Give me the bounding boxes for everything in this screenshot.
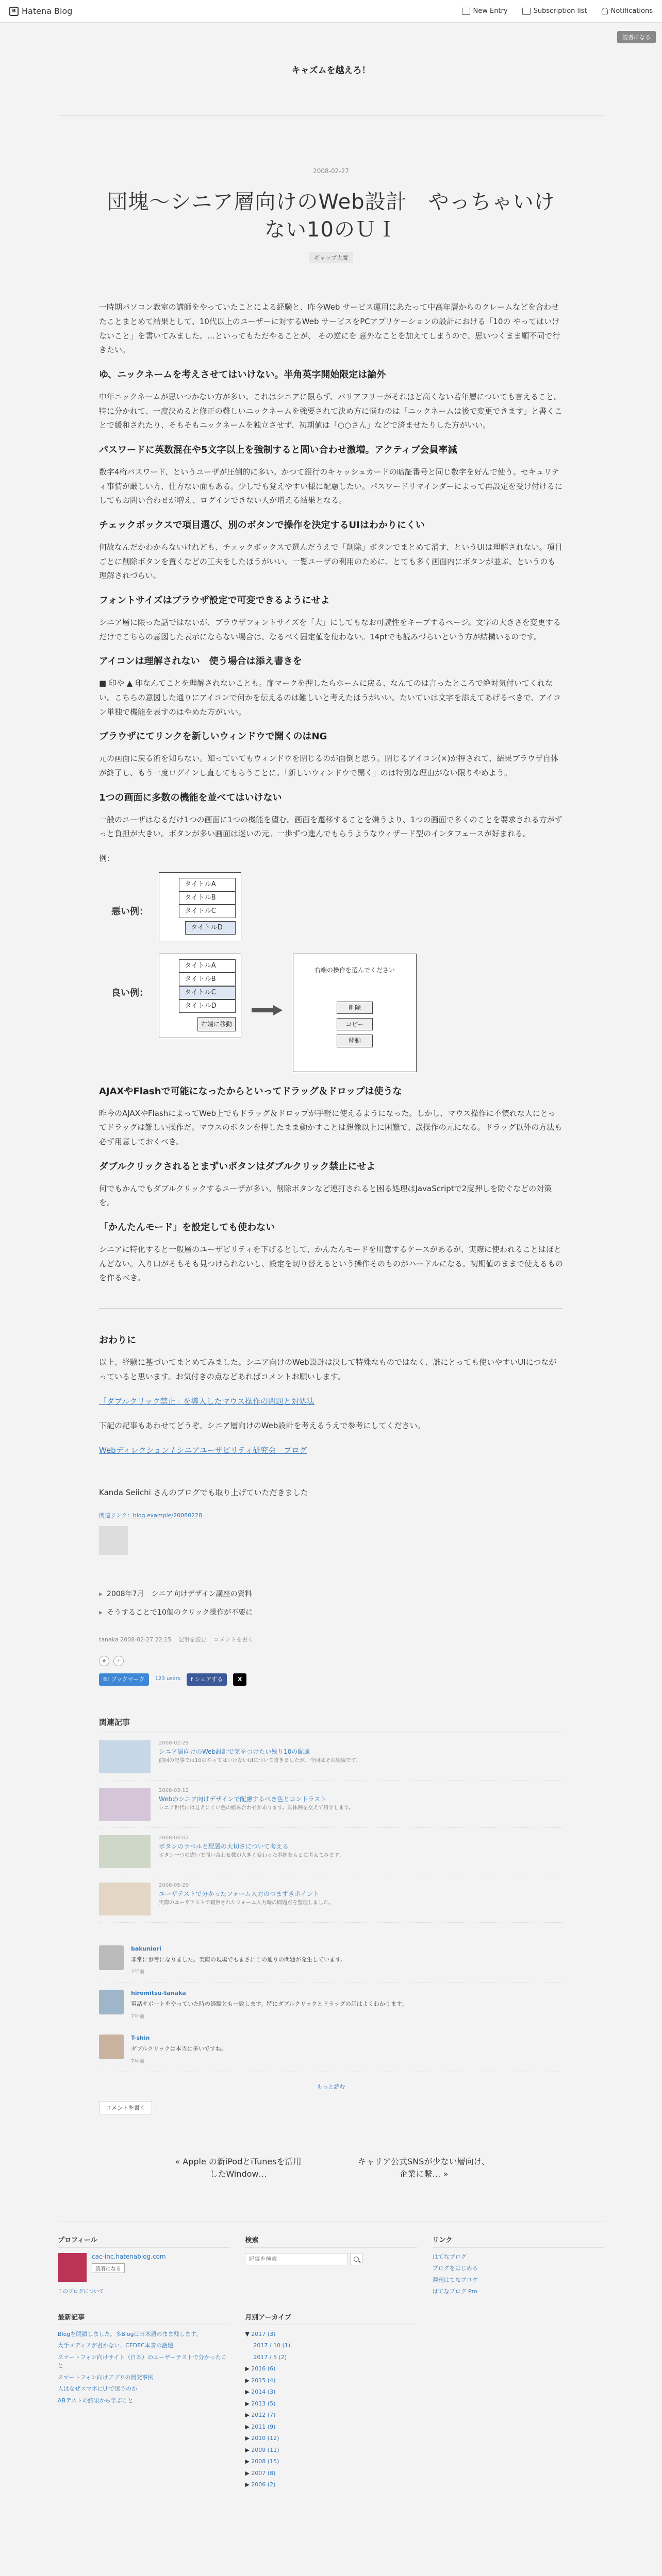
blog-header [0,23,662,115]
archive-module [245,2312,417,2493]
good-example-label: 良い例： [111,987,148,998]
link-item[interactable]: ブログをはじめる [432,2265,478,2272]
embed-thumbnail[interactable] [99,1526,128,1555]
section-heading: ブラウザにてリンクを新しいウィンドウで開くのはNG [99,731,327,742]
sidebar-modules [58,2222,604,2493]
next-entry-link[interactable]: キャリア公式SNSが少ない層向け、企業に繋… » [358,2156,490,2179]
new-entry-button[interactable] [462,7,508,15]
star-row [99,1656,563,1666]
comment-date[interactable]: 7年前 [131,2058,145,2064]
hatena-bookmark-button[interactable] [99,1673,149,1686]
comment-author[interactable]: hiromitsu-tanaka [131,1990,186,1997]
related-title[interactable]: シニア層向けのWeb設計で気をつけたい残り10の配慮 [159,1748,310,1755]
related-article-link[interactable]: 「ダブルクリック禁止」を導入したマウス操作の問題と対処法 [99,1396,315,1406]
mini-related-list [99,1588,563,1620]
hatena-brand[interactable] [9,6,72,16]
archive-label[interactable]: 2015 (4) [251,2377,276,2384]
archive-label[interactable]: 2008 (15) [251,2458,279,2465]
bad-example-list [159,872,241,941]
related-snippet: ボタン一つの違いで問い合わせ数が大きく変わった事例をもとに考えてみます。 [159,1852,344,1858]
category-tag[interactable]: ギャップ大魔 [309,252,353,263]
bad-example-label: 悪い例： [111,906,148,917]
article [99,167,563,2180]
comment [99,1938,563,1983]
related-entry[interactable] [99,1875,563,1923]
section-paragraph: 中年ニックネームが思いつかない方が多い。これはシニアに限らず、バリアフリーがそれほど高くない若年層についても言えること。特に分かれて、一度決めると修正の難しいニックネームを強要されて決め方に悩むのは「ニックネームは後で変更できます」と書くことで緩和されたり、そもそもニックネームを独立させず、初期値は「○○さん」などで済ませたりした方がいい。 [99,392,562,430]
article-body [99,300,563,1686]
main-content [58,116,604,2180]
archive-year[interactable]: ▶ 2012 (7) [245,2412,276,2419]
mock-move-button: 右端に移動 [197,1017,236,1031]
add-star-icon[interactable]: ＋ [113,1656,124,1666]
comment-author[interactable]: T-shin [131,2034,150,2041]
embed-block [99,1486,563,1560]
add-star-icon[interactable]: ★ [99,1656,109,1666]
conclusion-paragraph: 以上、経験に基づいてまとめてみました。シニア向けのWeb設計は決して特殊なものではなく、誰にとっても使いやすいUIにつながっていると思います。お気付きの点などあればコメントお願いします。 [99,1358,557,1381]
related-date: 2008-05-20 [159,1882,189,1888]
related-snippet: 実際のユーザテストで観察されたフォーム入力時の問題点を整理しました。 [159,1900,334,1906]
related-title[interactable]: ユーザテストで分かったフォーム入力のつまずきポイント [159,1890,319,1897]
list-item: タイトルB [179,973,236,986]
section-paragraph: シニア層に限った話ではないが、ブラウザフォントサイズを「大」にしてもなお可読性をキープするページ。文字の大きさを変更するだけでこちらの意図した表示にならない場合は、なるべく固定値を使わない。14ptでも読みづらいという方が結構いるのです。 [99,617,561,641]
hatena-logo-icon: B [9,7,19,16]
comment-author[interactable]: bakuniori [131,1945,161,1952]
hatena-count[interactable]: 123 users [155,1676,180,1682]
list-item: タイトルB [179,891,236,905]
comment-date[interactable]: 7年前 [131,2013,145,2020]
archive-label[interactable]: 2007 (8) [251,2469,276,2477]
section-heading: チェックボックスで項目選び、別のボタンで操作を決定するUIはわかりにくい [99,520,425,531]
section-heading: 「かんたんモード」を設定しても使わない [99,1222,275,1233]
archive-year[interactable]: ▶ 2008 (15) [245,2458,279,2465]
content-divider [99,1308,563,1309]
search-icon [354,2257,359,2262]
section-heading: 1つの画面に多数の機能を並べてはいけない [99,792,282,803]
archive-year[interactable]: ▶ 2010 (12) [245,2435,279,2442]
list-item: タイトルA [179,959,236,973]
section-heading: フォントサイズはブラウザ設定で可変できるようにせよ [99,595,330,606]
section-paragraph: 昨今のAJAXやFlashによってWeb上でもドラッグ＆ドロップが手軽に使えるようになった。しかし、マウス操作に不慣れな人にとってドラッグは難しい操作だ。マウスのボタンを押したまま動かすことは想像以上に困難で、誤操作の元になる。ドラッグ以外の方法も必ず用意しておくべき。 [99,1108,562,1147]
recent-entry-link[interactable]: スマートフォン向けアプリの開発事例 [58,2374,154,2381]
pencil-icon [462,8,470,15]
section-paragraph: 元の画面に戻る術を知らない。知っていてもウィンドウを閉じるのが面倒と思う。閉じるアイコン(×)が押されて、結果ブラウザ自体が終了し、もう一度ログインし直してもらうことに。「新しいウィンドウで開く」のは特別な理由がない限りやめよう。 [99,754,559,778]
module-heading: 最新記事 [58,2312,229,2325]
section-paragraph: ■ 印や ▲ 印なんてことを理解されないことも。扉マークを押したらホームに戻る、なんてのは言ったところで絶対気付いてくれない。こちらの意図した通りにアイコンで何かを伝えるのは難しいと考えたほうがいい。たいていは文字を添えてあげるべきで、アイコン単独で機能を表すのはやめた方がいい。 [99,679,561,717]
entry-author-time[interactable]: tanaka 2008-02-27 22:15 [99,1636,172,1643]
recent-entries-module [58,2312,229,2493]
section-paragraph: 一般のユーザはなるだけ1つの画面に1つの機能を望む。画面を遷移することを嫌うより、1つの画面で多くのことを要求される方がずっと負担が大きい。ボタンが多い画面は迷いの元。一歩ずつ進んでもらうようなウィザード型のインタフェースが好まれる。 [99,815,562,839]
external-site-link[interactable]: Webディレクション / シニアユーザビリティ研究会 ブログ [99,1446,307,1455]
archive-year[interactable]: ▼ 2017 (3) [245,2330,276,2337]
list-item: タイトルC [179,905,236,918]
module-heading: 検索 [245,2234,417,2248]
mini-related-label: 2008年7月 シニア向けデザイン講座の資料 [107,1589,252,1598]
section-paragraph: 何でもかんでもダブルクリックするユーザが多い。削除ボタンなど連打されると困る処理はJavaScriptで2度押しを防ぐなどの対策を。 [99,1183,552,1208]
related-snippet: 前回の記事では10のやってはいけないUIについて書きましたが、今回はその続編です。 [159,1757,361,1764]
x-logo-icon: X [237,1675,242,1683]
archive-label[interactable]: 2011 (9) [251,2423,276,2430]
list-item: タイトルA [179,878,236,891]
archive-label[interactable]: 2013 (5) [251,2400,276,2407]
notifications-button[interactable] [602,7,653,15]
recent-entry-link[interactable]: ABテストの結果から学ぶこと [58,2397,134,2404]
article-date[interactable]: 2008-02-27 [313,167,349,175]
related-snippet: シニア世代には見えにくい色の組み合わせがあります。具体例を交えて紹介します。 [159,1805,354,1811]
related-title[interactable]: ボタンのラベルと配置の大切さについて考える [159,1842,289,1850]
links-module [433,2234,604,2299]
hatena-topbar [0,0,662,23]
comments-section [99,1938,563,2135]
module-heading: リンク [433,2234,604,2248]
embed-link[interactable]: 関連リンク：blog.example/20080228 [99,1512,203,1519]
notifications-label: Notifications [610,7,653,15]
x-share-button[interactable] [233,1673,246,1686]
entry-meta [99,1635,563,1645]
comment-text: 非常に参考になりました。実際の現場でもまさにこの通りの問題が発生しています。 [131,1956,346,1963]
archive-label[interactable]: 2010 (12) [251,2435,279,2442]
archive-label[interactable]: 2014 (3) [251,2388,276,2396]
profile-module [58,2234,229,2299]
subscribe-reader-button[interactable]: 読者になる [617,31,656,43]
avatar[interactable] [99,1990,124,2014]
bell-icon [602,8,608,14]
arrow-icon: ▸ [99,1608,103,1617]
entry-comment-link[interactable]: コメントを書く [213,1636,254,1643]
hatena-bookmark-label: B! ブックマーク [103,1675,145,1683]
section-heading: ゆ、ニックネームを考えさせてはいけない。半角英字開始限定は論外 [99,369,386,380]
module-heading: プロフィール [58,2234,229,2248]
article-title[interactable]: 団塊～シニア層向けのWeb設計 やっちゃいけない10のＵＩ [107,190,555,242]
mock-dialog [293,954,417,1072]
section-heading: パスワードに英数混在や5文字以上を強制すると問い合わせ激増。アクティブ会員率減 [99,445,457,456]
profile-name[interactable]: cac-inc.hatenablog.com [92,2252,166,2260]
bad-example [99,872,563,941]
recent-entry-link[interactable]: Blogを閉鎖しました。多Blogは日本語のまま残します。 [58,2330,202,2337]
archive-label[interactable]: 2009 (11) [251,2446,279,2453]
avatar[interactable] [99,1945,124,1970]
archive-year[interactable]: ▶ 2016 (6) [245,2365,276,2372]
example-label: 例： [99,854,115,863]
archive-year[interactable]: ▶ 2013 (5) [245,2400,276,2407]
list-item: タイトルD [179,999,236,1013]
archive-year[interactable]: ▶ 2014 (3) [245,2388,276,2396]
mini-related-item[interactable] [99,1606,563,1620]
section-heading: ダブルクリックされるとまずいボタンはダブルクリック禁止にせよ [99,1161,376,1172]
link-item[interactable]: はてなブログ Pro [432,2288,477,2295]
mini-related-label: そうすることで10個のクリック操作が不要に [107,1608,253,1617]
subscription-list-label: Subscription list [533,7,587,15]
write-comment-button[interactable]: コメントを書く [99,2101,152,2114]
embed-caption: Kanda Seiichi さんのブログでも取り上げていただきました [99,1487,308,1497]
profile-reader-button[interactable]: 読者になる [92,2263,125,2273]
mock-dialog-button: コピー [337,1018,373,1030]
avatar[interactable] [99,2035,124,2059]
brand-label: Hatena Blog [22,6,73,16]
new-entry-label: New Entry [473,7,508,15]
archive-label[interactable]: 2012 (7) [251,2412,276,2419]
prev-entry-link[interactable]: « Apple の新iPodとiTunesを活用したWindow… [175,2156,302,2179]
related-thumbnail[interactable] [99,1835,151,1868]
profile-about-link[interactable]: このブログについて [58,2289,104,2295]
link-item[interactable]: 週刊はてなブログ [432,2276,478,2283]
link-block [99,1395,563,1458]
list-item-selected: タイトルC [179,986,236,999]
section-heading: アイコンは理解されない 使う場合は添え書きを [99,656,302,667]
blog-title[interactable]: キャズムを越えろ！ [291,65,371,76]
archive-label[interactable]: 2017 / 5 (2) [253,2353,287,2361]
archive-label[interactable]: 2016 (6) [251,2365,276,2372]
related-entries [99,1717,563,1923]
link-description: 下記の記事もあわせてどうぞ。シニア層向けのWeb設計を考えるうえで参考にしてください。 [99,1421,425,1431]
related-entry[interactable] [99,1828,563,1875]
share-row [99,1673,563,1686]
archive-year[interactable]: ▶ 2011 (9) [245,2423,276,2430]
arrow-right-icon [252,1005,283,1015]
entry-pager [171,2156,491,2180]
archive-year[interactable]: ▶ 2006 (2) [245,2481,276,2488]
good-example [99,954,563,1072]
mock-dialog-button: 削除 [337,1002,373,1014]
archive-label[interactable]: 2017 / 10 (1) [253,2342,291,2349]
section-heading: AJAXやFlashで可能になったからといってドラッグ＆ドロップは使うな [99,1086,402,1097]
related-thumbnail[interactable] [99,1740,151,1773]
section-paragraph: 何故なんだかわからないけれども、チェックボックスで選んだうえで「削除」ボタンでまとめて消す、というUIは理解されない。項目ごとに削除ボタンを置くなどの工夫をしたほうがいい。一覧ユーザの利用のために、とても多く画面内にボタンが並ぶ、というのも理解されづらい。 [99,542,562,581]
archive-label[interactable]: 2017 (3) [251,2330,276,2337]
related-date: 2008-04-02 [159,1835,189,1841]
recent-entry-link[interactable]: 大手メディアが書かない、CEDEC本音の話題 [58,2342,173,2349]
arrow-icon: ▸ [99,1589,103,1598]
search-module [245,2234,417,2299]
archive-month[interactable] [245,2353,417,2362]
mini-related-item[interactable] [99,1588,563,1601]
archive-year[interactable]: ▶ 2015 (4) [245,2377,276,2384]
recent-entry-link[interactable]: スマートフォン向けサイト（日本）のユーザーテストで分かったこと [58,2353,227,2369]
archive-year[interactable]: ▶ 2007 (8) [245,2469,276,2477]
good-example-list [159,954,241,1038]
related-thumbnail[interactable] [99,1883,151,1916]
related-title[interactable]: Webのシニア向けデザインで配慮するべき色とコントラスト [159,1795,326,1803]
facebook-share-button[interactable] [187,1673,227,1686]
mock-dialog-text: 右端の操作を選んでください [314,966,395,974]
comment [99,2027,563,2072]
archive-year[interactable]: ▶ 2009 (11) [245,2446,279,2453]
topbar-actions [462,7,653,15]
comment [99,1982,563,2027]
comment-text: ダブルクリックは本当に多いですね。 [131,2045,227,2052]
intro-paragraph: 一時期パソコン教室の講師をやっていたことによる経験と、昨今Web サービス運用にあたって中高年層からのクレームなどを合わせたことまとめて結果として、10代以上のユーザーに対するWeb サービスをPCアプリケーションの設計における「10の やってはいけないこと」を書いてみました。…といってもただやることが、 その逆にを 意外なことを加えてしまうので、思いつくまま順不同で行きたい。 [99,302,560,355]
link-item[interactable]: はてなブログ [432,2253,467,2260]
subscription-list-button[interactable] [522,7,587,15]
related-entry[interactable] [99,1733,563,1781]
mock-dialog-button: 移動 [337,1035,373,1047]
related-date: 2008-02-29 [159,1740,189,1746]
recent-entry-link[interactable]: 人はなぜスマホにUIで迷うのか [58,2385,138,2393]
section-paragraph: シニアに特化すると一般層のユーザビリティを下げるとして、かんたんモードを用意するケースがあるが、実際に使われることはほとんどない。入り口がそもそも見つけられないし、設定を切り替えるという操作そのものがハードルになる。初期値のままで使えるものを作るべき。 [99,1244,564,1283]
module-heading: 月別アーカイブ [245,2312,417,2325]
entry-permalink[interactable]: 記事を読む [178,1636,207,1643]
archive-label[interactable]: 2006 (2) [251,2481,276,2488]
comment-date[interactable]: 7年前 [131,1969,145,1975]
related-heading: 関連記事 [99,1717,563,1733]
search-input[interactable] [245,2253,348,2265]
comment-text: 電話サポートをやっていた時の経験とも一致します。特にダブルクリックとドラッグの話はよくわかります。 [131,2001,407,2008]
search-button[interactable] [350,2253,362,2265]
facebook-share-label: f シェアする [190,1675,223,1683]
conclusion-heading: おわりに [99,1335,136,1346]
section-paragraph: 数字4桁パスワード、というユーザが圧倒的に多い。かつて銀行のキャッシュカードの暗証番号と同じ数字を好んで使う。セキュリティ事情が厳しい方、仕方ない面もある。少しでも覚えやすい様に配慮したい。パスワードリマインダーによって再設定を受け付けるにしてもお問い合わせが増え、ログインできない人が増える結果となる。 [99,467,562,505]
list-icon [522,8,531,15]
related-entry[interactable] [99,1781,563,1828]
list-item-dragging: タイトルD [185,921,236,935]
more-comments-link[interactable]: もっと読む [317,2083,345,2090]
archive-month[interactable] [245,2342,417,2350]
related-thumbnail[interactable] [99,1788,151,1821]
related-date: 2008-03-12 [159,1787,189,1793]
profile-icon[interactable] [58,2253,87,2282]
